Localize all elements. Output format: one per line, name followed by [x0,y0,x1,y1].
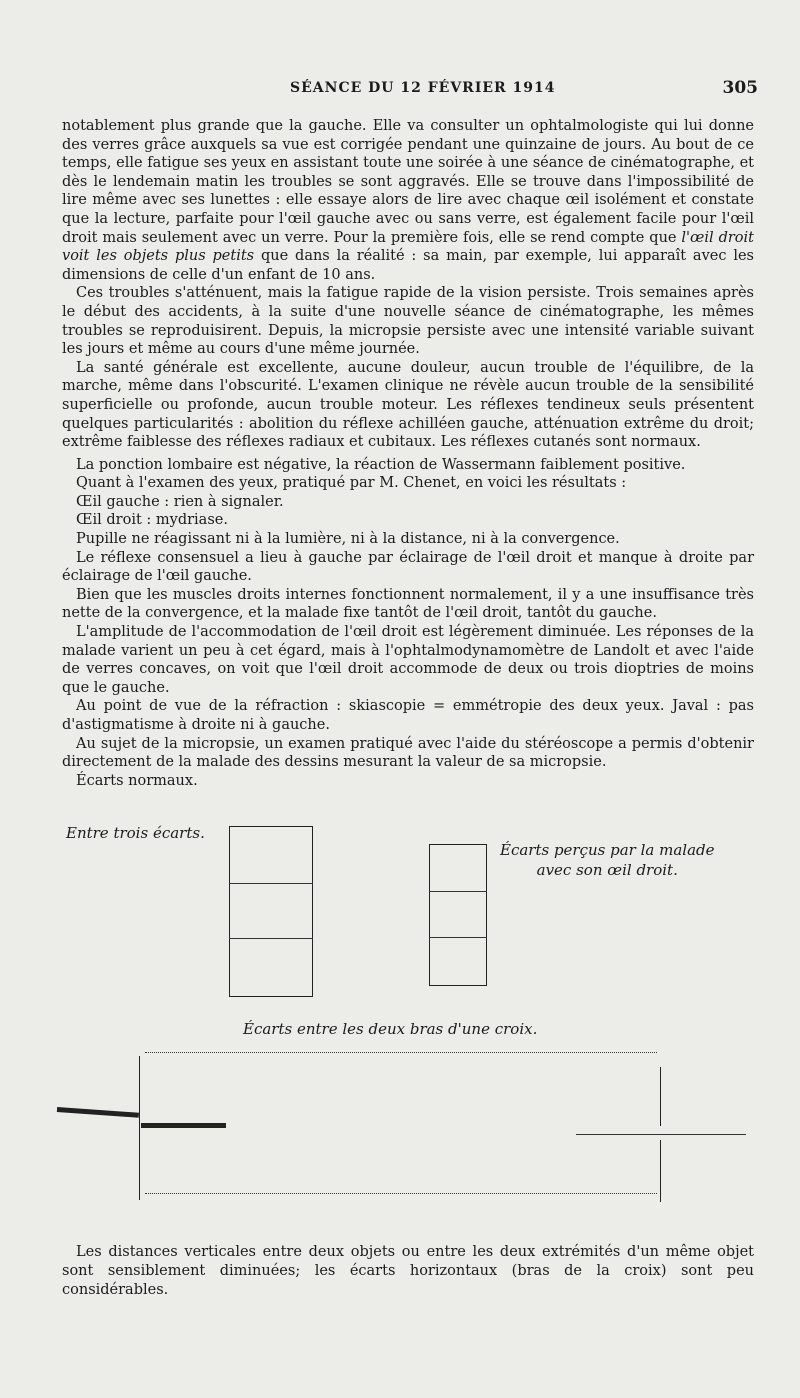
paragraph: La ponction lombaire est négative, la réaction de Wassermann faiblement positive. [76,456,686,473]
paragraph: Bien que les muscles droits internes fonctionnent normalement, il y a une insuffisance très nette de la convergence, et la malade fixe tantôt de l'œil droit, tantôt du gauche. [62,586,754,622]
paragraph: notablement plus grande que la gauche. Elle va consulter un ophtalmologiste qui lui donne des verres grâce auxquels sa vue est corrigée pendant une quinzaine de jours. Au bout de ce temps, elle fatigue ses yeux en assistant toute une soirée à une séance de cinématographe, et dès le lendemain matin les troubles se sont aggravés. Elle se trouve dans l'impossibilité de lire même avec ses lunettes : elle essaye alors de lire avec chaque œil isolément et constate que la lecture, parfaite pour l'œil gauche avec ou sans verre, est également facile pour l'œil droit mais seulement avec un verre. Pour la première fois, elle se rend compte que l'œil droit voit les objets plus petits que dans la réalité : sa main, par exemple, lui apparaît avec les dimensions de celle d'un enfant de 10 ans. [62,118,754,283]
page-number: 305 [722,78,758,98]
perceived-gaps-box [429,844,487,986]
paragraph: La santé générale est excellente, aucune douleur, aucun trouble de l'équilibre, de la marche, même dans l'obscurité. L'examen clinique ne révèle aucun trouble de la sensibilité superficielle ou profonde, aucun trouble moteur. Les réflexes tendineux seuls présentent quelques particularités : abolition du réflexe achilléen gauche, atténuation extrême du droit; extrême faiblesse des réflexes radiaux et cubitaux. Les réflexes cutanés sont normaux. [62,359,754,451]
normal-gap-line-1 [229,883,313,884]
top-dotted-line [145,1052,657,1053]
figure-label-right-line: avec son œil droit. [536,861,678,879]
paragraph: Œil droit : mydriase. [76,512,228,529]
paragraph: Le réflexe consensuel a lieu à gauche par éclairage de l'œil droit et manque à droite par éclairage de l'œil gauche. [62,549,754,585]
normal-gap-line-2 [229,938,313,939]
right-vertical-arm-bottom [660,1140,661,1202]
paragraph: Quant à l'examen des yeux, pratiqué par M. Chenet, en voici les résultats : [76,475,627,492]
running-head: SÉANCE DU 12 FÉVRIER 1914 [290,80,556,96]
body-text [62,117,754,790]
figure-label-left: Entre trois écarts. [66,824,205,842]
paragraph: Œil gauche : rien à signaler. [76,493,284,510]
right-horizontal-arm [576,1134,746,1135]
left-horizontal-arm-right [141,1123,226,1128]
perceived-gap-line-2 [429,937,487,938]
emphasis: l'œil droit voit les objets plus petits [62,229,754,265]
figure-label-right-line: Écarts perçus par la malade [500,841,715,859]
paragraph: Les distances verticales entre deux objets ou entre les deux extrémités d'un même objet sont sensiblement diminuées; les écarts horizontaux (bras de la croix) sont peu considérables. [62,1244,754,1298]
bottom-dotted-line [145,1193,657,1194]
cross-caption: Écarts entre les deux bras d'une croix. [243,1020,538,1038]
paragraph: Écarts normaux. [76,772,198,789]
normal-gaps-box [229,826,313,997]
figure-label-right [500,840,715,880]
footer-text [62,1243,754,1300]
perceived-gap-line-1 [429,891,487,892]
right-vertical-arm-top [660,1067,661,1126]
page-header [60,78,758,102]
left-vertical-arm [139,1056,140,1200]
paragraph: Au point de vue de la réfraction : skiascopie = emmétropie des deux yeux. Javal : pas d'astigmatisme à droite ni à gauche. [62,698,754,733]
paragraph: Pupille ne réagissant ni à la lumière, ni à la distance, ni à la convergence. [76,531,620,548]
paragraph: Au sujet de la micropsie, un examen pratiqué avec l'aide du stéréoscope a permis d'obtenir directement de la malade des dessins mesurant la valeur de sa micropsie. [62,735,754,771]
paragraph: Ces troubles s'atténuent, mais la fatigue rapide de la vision persiste. Trois semaines après le début des accidents, à la suite d'une nouvelle séance de cinématographe, les mêmes troubles se reproduisirent. Depuis, la micropsie persiste avec une intensité variable suivant les jours et même au cours d'une même journée. [62,285,754,358]
paragraph: L'amplitude de l'accommodation de l'œil droit est légèrement diminuée. Les réponses de la malade varient un peu à cet égard, mais à l'ophtalmodynamomètre de Landolt et avec l'aide de verres concaves, on voit que l'œil droit accommode de deux ou trois dioptries de moins que le gauche. [62,624,754,696]
left-horizontal-arm [57,1107,139,1118]
